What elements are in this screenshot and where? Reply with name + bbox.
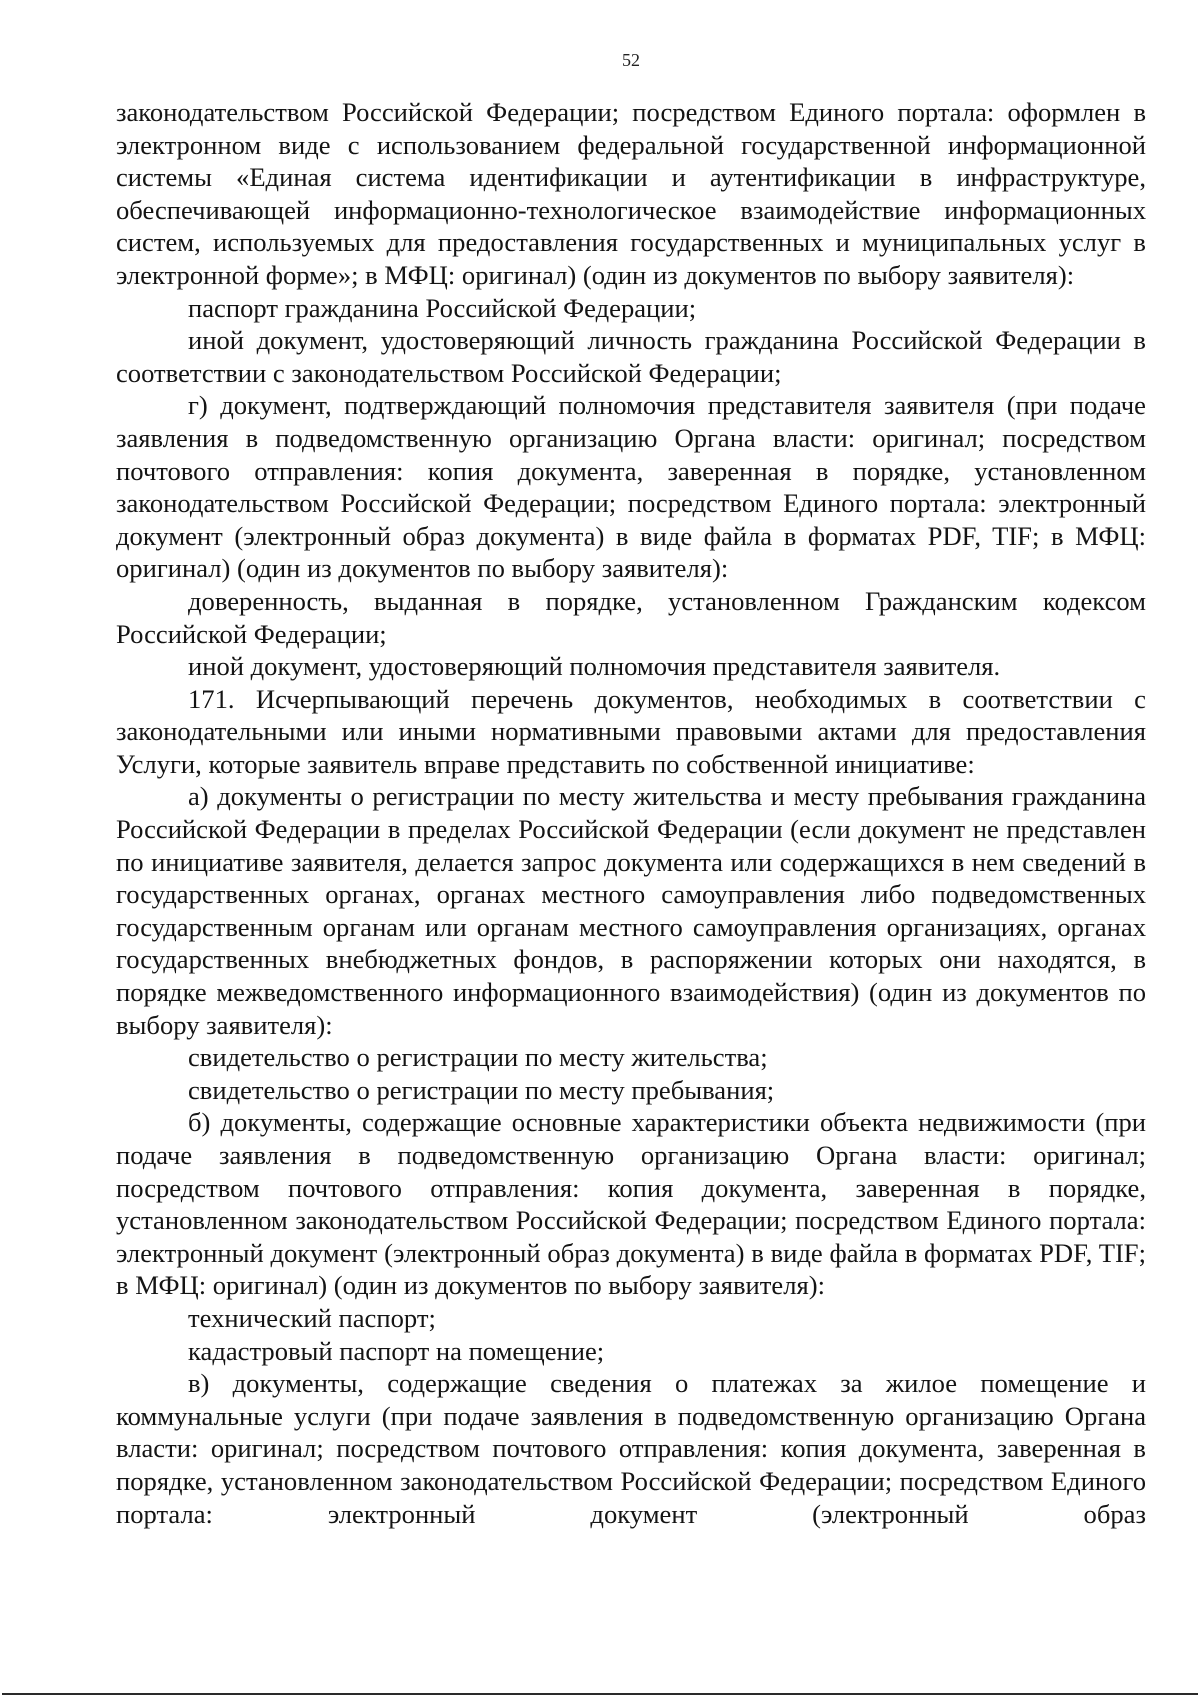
paragraph-item-v-payment-docs: в) документы, содержащие сведения о платежах за жилое помещение и коммунальные услуги (при подаче заявления в подведомственную организацию Органа власти: оригинал; посредством почтового отправления: копия документа, заверенная в порядке, установленном законодательством Российской Федерации; посредством Единого портала: электронный документ (электронный образ — [116, 1368, 1146, 1529]
paragraph-stay-certificate: свидетельство о регистрации по месту пребывания; — [188, 1074, 775, 1105]
paragraph-item-g-representative-authority: г) документ, подтверждающий полномочия представителя заявителя (при подаче заявления в подведомственную организацию Органа власти: оригинал; посредством почтового отправления: копия документа, заверенная в порядке, установленном законодательством Российской Федерации; посредством Единого портала: электронный документ (электронный образ документа) в виде файла в форматах PDF, TIF; в МФЦ: оригинал) (один из документов по выбору заявителя): — [116, 390, 1146, 584]
paragraph-power-of-attorney: доверенность, выданная в порядке, установленном Гражданским кодексом Российской Федерации; — [116, 585, 1146, 649]
document-body — [116, 96, 1146, 1530]
paragraph-technical-passport: технический паспорт; — [188, 1302, 436, 1333]
paragraph-item-a-registration-docs: а) документы о регистрации по месту жительства и месту пребывания гражданина Российской Федерации в пределах Российской Федерации (если документ не представлен по инициативе заявителя, делается запрос документа или содержащихся в нем сведений в государственных органах, органах местного самоуправления либо подведомственных государственным органам или органам местного самоуправления организациях, органах государственных внебюджетных фондов, в распоряжении которых они находятся, в порядке межведомственного информационного взаимодействия) (один из документов по выбору заявителя): — [116, 781, 1146, 1040]
page-number: 52 — [622, 50, 640, 70]
paragraph-section-171: 171. Исчерпывающий перечень документов, необходимых в соответствии с законодательными или иными нормативными правовыми актами для предоставления Услуги, которые заявитель вправе представить по собственной инициативе: — [116, 683, 1146, 779]
paragraph-other-authority-doc: иной документ, удостоверяющий полномочия представителя заявителя. — [188, 651, 1001, 682]
bottom-scan-edge-line — [2, 1693, 1198, 1695]
paragraph-cadastral-passport: кадастровый паспорт на помещение; — [188, 1335, 605, 1366]
paragraph-item-b-property-docs: б) документы, содержащие основные характеристики объекта недвижимости (при подаче заявления в подведомственную организацию Органа власти: оригинал; посредством почтового отправления: копия документа, заверенная в порядке, установленном законодательством Российской Федерации; посредством Единого портала: электронный документ (электронный образ документа) в виде файла в форматах PDF, TIF; в МФЦ: оригинал) (один из документов по выбору заявителя): — [116, 1107, 1146, 1301]
paragraph-residence-certificate: свидетельство о регистрации по месту жительства; — [188, 1042, 768, 1073]
paragraph-continuation-identity-docs: законодательством Российской Федерации; посредством Единого портала: оформлен в электронном виде с использованием федеральной государственной информационной системы «Единая система идентификации и аутентификации в инфраструктуре, обеспечивающей информационно-технологическое взаимодействие информационных систем, используемых для предоставления государственных и муниципальных услуг в электронной форме»; в МФЦ: оригинал) (один из документов по выбору заявителя): — [116, 97, 1146, 290]
paragraph-passport: паспорт гражданина Российской Федерации; — [188, 292, 697, 323]
paragraph-other-identity-doc: иной документ, удостоверяющий личность гражданина Российской Федерации в соответствии с законодательством Российской Федерации; — [116, 325, 1146, 388]
